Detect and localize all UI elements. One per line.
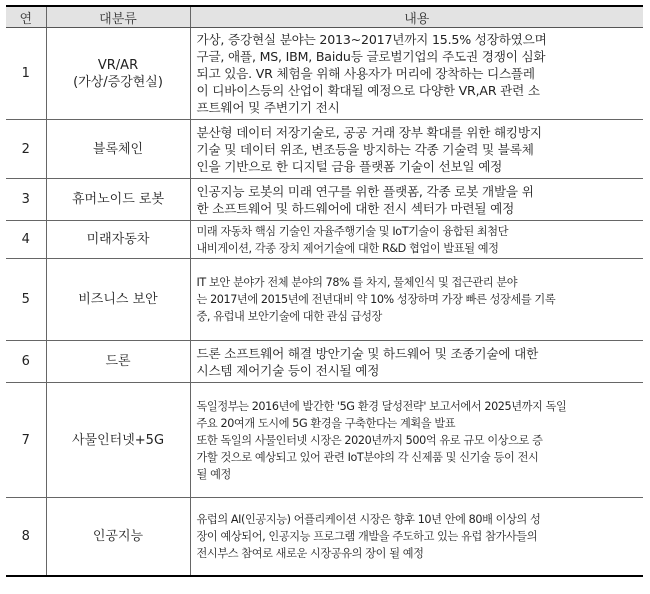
- content-line: 또한 독일의 사물인터넷 시장은 2020년까지 500억 유로 규모 이상으로 증: [196, 433, 543, 447]
- content-line: 미래 자동차 핵심 기술인 자율주행기술 및 IoT기술이 융합된 최첨단: [196, 224, 509, 238]
- row-category: [46, 498, 190, 576]
- row-number: 2: [6, 120, 46, 179]
- table-row: [6, 179, 643, 221]
- row-content: [190, 259, 643, 341]
- row-content: [190, 498, 643, 576]
- row-category: [46, 341, 190, 383]
- content-line: 될 예정: [196, 467, 231, 481]
- content-line: IT 보안 분야가 전체 분야의 78% 를 차지, 물체인식 및 접근관리 분야: [196, 276, 518, 289]
- row-content: [190, 179, 643, 221]
- table-row: [6, 120, 643, 179]
- category-line: VR/AR: [97, 57, 139, 73]
- table-row: [6, 383, 643, 498]
- row-category: [46, 221, 190, 259]
- content-line: 장이 예상되어, 인공지능 프로그램 개발을 주도하고 있는 유럽 참가사들의: [196, 529, 538, 543]
- content-line: 인을 기반으로 한 디지털 금융 플랫폼 기술이 선보일 예정: [196, 158, 503, 174]
- content-line: 구글, 애플, MS, IBM, Baidu등 글로벌기업의 주도권 경쟁이 심화: [196, 49, 546, 64]
- row-content: [190, 383, 643, 498]
- content-line: 기술 및 데이터 위조, 변조등을 방지하는 각종 기술력 및 블록체: [196, 141, 534, 157]
- row-content: [190, 120, 643, 179]
- category-line: 인공지능: [92, 528, 144, 544]
- row-category: [46, 28, 190, 120]
- row-number: 3: [6, 179, 46, 221]
- content-line: 시스템 제어기술 등이 전시될 예정: [196, 362, 380, 378]
- content-line: 분산형 데이터 저장기술로, 공공 거래 장부 확대를 위한 해킹방지: [196, 124, 542, 140]
- row-category: [46, 179, 190, 221]
- content-line: 프트웨어 및 주변기기 전시: [196, 100, 340, 115]
- table-row: [6, 341, 643, 383]
- content-line: 인공지능 로봇의 미래 연구를 위한 플랫폼, 각종 로봇 개발을 위: [196, 183, 534, 199]
- category-line: (가상/증강현실): [73, 74, 163, 90]
- category-line: 미래자동차: [86, 232, 150, 247]
- header-content: 내용: [190, 6, 643, 28]
- content-line: 이 디바이스등의 산업이 확대될 예정으로 다양한 VR,AR 관련 소: [196, 83, 540, 98]
- table-row: [6, 259, 643, 341]
- row-number: 6: [6, 341, 46, 383]
- content-line: 드론 소프트웨어 해결 방안기술 및 하드웨어 및 조종기술에 대한: [196, 345, 539, 361]
- category-line: 사물인터넷+5G: [71, 432, 165, 448]
- content-line: 가상, 증강현실 분야는 2013~2017년까지 15.5% 성장하였으며: [196, 32, 547, 47]
- row-number: 7: [6, 383, 46, 498]
- content-line: 중, 유럽내 보안기술에 대한 관심 급성장: [196, 310, 382, 323]
- row-number: 1: [6, 28, 46, 120]
- row-number: 4: [6, 221, 46, 259]
- header-category: 대분류: [46, 6, 190, 28]
- content-line: 는 2017년에 2015년에 전년대비 약 10% 성장하며 가장 빠른 성장세를 기록: [196, 293, 556, 306]
- exhibition-sector-table: [6, 5, 643, 577]
- table-row: [6, 221, 643, 259]
- category-line: 드론: [105, 354, 131, 369]
- content-line: 주요 20여개 도시에 5G 환경을 구축한다는 계획을 발표: [196, 416, 456, 430]
- row-category: [46, 259, 190, 341]
- row-category: [46, 120, 190, 179]
- category-line: 휴머노이드 로봇: [71, 192, 165, 207]
- category-line: 비즈니스 보안: [78, 292, 158, 307]
- content-line: 내비게이션, 각종 장치 제어기술에 대한 R&D 협업이 발표될 예정: [196, 241, 499, 255]
- row-content: [190, 221, 643, 259]
- table-row: [6, 28, 643, 120]
- header-number: 연: [6, 6, 46, 28]
- content-line: 가할 것으로 예상되고 있어 관련 IoT분야의 각 신제품 및 신기술 등이 전시: [196, 450, 539, 464]
- row-category: [46, 383, 190, 498]
- content-line: 유럽의 AI(인공지능) 어플리케이션 시장은 향후 10년 안에 80배 이상의 성: [196, 512, 541, 526]
- category-line: 블록체인: [92, 141, 144, 157]
- content-line: 한 소프트웨어 및 하드웨어에 대한 전시 섹터가 마련될 예정: [196, 200, 515, 216]
- table-row: [6, 498, 643, 576]
- header-row: [6, 6, 643, 28]
- content-line: 되고 있음. VR 체험을 위해 사용자가 머리에 장착하는 디스플레: [196, 66, 535, 81]
- content-line: 전시부스 참여로 새로운 시장공유의 장이 될 예정: [196, 546, 424, 560]
- row-content: [190, 341, 643, 383]
- row-content: [190, 28, 643, 120]
- row-number: 5: [6, 259, 46, 341]
- content-line: 독일정부는 2016년에 발간한 '5G 환경 달성전략' 보고서에서 2025년까지 독일: [196, 399, 567, 413]
- row-number: 8: [6, 498, 46, 576]
